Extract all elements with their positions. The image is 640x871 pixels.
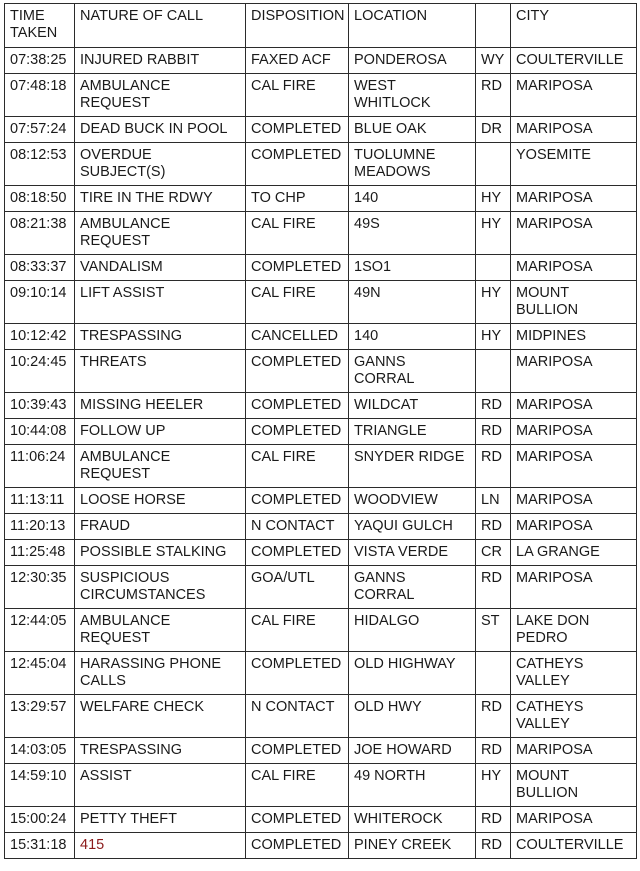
cell-city: MARIPOSA: [511, 255, 637, 281]
cell-location: JOE HOWARD: [349, 738, 476, 764]
cell-suffix: RD: [476, 566, 511, 609]
table-row: [5, 281, 637, 324]
cell-location: 140: [349, 324, 476, 350]
cell-suffix: HY: [476, 212, 511, 255]
cell-nature: POSSIBLE STALKING: [75, 540, 246, 566]
cell-nature: INJURED RABBIT: [75, 48, 246, 74]
cell-time: 15:31:18: [5, 833, 75, 859]
cell-nature: TRESPASSING: [75, 738, 246, 764]
cell-nature: OVERDUE SUBJECT(S): [75, 143, 246, 186]
cell-city: LAKE DON PEDRO: [511, 609, 637, 652]
cell-suffix: HY: [476, 324, 511, 350]
cell-nature: AMBULANCE REQUEST: [75, 609, 246, 652]
cell-location: 49N: [349, 281, 476, 324]
cell-city: MARIPOSA: [511, 445, 637, 488]
cell-disposition: COMPLETED: [246, 833, 349, 859]
cell-location: 49 NORTH: [349, 764, 476, 807]
cell-disposition: CAL FIRE: [246, 445, 349, 488]
cell-suffix: RD: [476, 445, 511, 488]
table-row: [5, 807, 637, 833]
cell-suffix: ST: [476, 609, 511, 652]
cell-time: 07:57:24: [5, 117, 75, 143]
cell-disposition: TO CHP: [246, 186, 349, 212]
cell-time: 07:38:25: [5, 48, 75, 74]
cell-time: 11:13:11: [5, 488, 75, 514]
cell-disposition: COMPLETED: [246, 488, 349, 514]
cell-location: TRIANGLE: [349, 419, 476, 445]
table-row: [5, 74, 637, 117]
cell-time: 12:44:05: [5, 609, 75, 652]
cell-nature: 415: [75, 833, 246, 859]
cell-time: 08:21:38: [5, 212, 75, 255]
cell-nature: VANDALISM: [75, 255, 246, 281]
cell-city: MARIPOSA: [511, 186, 637, 212]
cell-nature: SUSPICIOUS CIRCUMSTANCES: [75, 566, 246, 609]
cell-time: 15:00:24: [5, 807, 75, 833]
cell-disposition: COMPLETED: [246, 255, 349, 281]
cell-suffix: HY: [476, 186, 511, 212]
cell-city: MARIPOSA: [511, 212, 637, 255]
cell-time: 10:44:08: [5, 419, 75, 445]
table-row: [5, 738, 637, 764]
cell-disposition: GOA/UTL: [246, 566, 349, 609]
cell-city: MARIPOSA: [511, 566, 637, 609]
cell-suffix: RD: [476, 393, 511, 419]
table-row: [5, 540, 637, 566]
table-row: [5, 143, 637, 186]
table-row: [5, 514, 637, 540]
cell-city: MOUNT BULLION: [511, 764, 637, 807]
cell-suffix: [476, 350, 511, 393]
cell-disposition: COMPLETED: [246, 350, 349, 393]
cell-time: 11:06:24: [5, 445, 75, 488]
cell-time: 08:33:37: [5, 255, 75, 281]
cell-disposition: CANCELLED: [246, 324, 349, 350]
cell-disposition: COMPLETED: [246, 419, 349, 445]
cell-location: YAQUI GULCH: [349, 514, 476, 540]
cell-city: COULTERVILLE: [511, 48, 637, 74]
cell-city: MIDPINES: [511, 324, 637, 350]
cell-city: MARIPOSA: [511, 514, 637, 540]
cell-disposition: CAL FIRE: [246, 281, 349, 324]
cell-nature: LOOSE HORSE: [75, 488, 246, 514]
table-row: [5, 350, 637, 393]
cell-location: WILDCAT: [349, 393, 476, 419]
table-row: [5, 445, 637, 488]
cell-disposition: N CONTACT: [246, 695, 349, 738]
cell-suffix: RD: [476, 74, 511, 117]
cell-nature: MISSING HEELER: [75, 393, 246, 419]
header-location: LOCATION: [349, 4, 476, 48]
cell-location: PONDEROSA: [349, 48, 476, 74]
cell-disposition: COMPLETED: [246, 807, 349, 833]
cell-nature: TRESPASSING: [75, 324, 246, 350]
cell-location: BLUE OAK: [349, 117, 476, 143]
cell-location: WEST WHITLOCK: [349, 74, 476, 117]
cell-nature: AMBULANCE REQUEST: [75, 212, 246, 255]
cell-city: MARIPOSA: [511, 419, 637, 445]
cell-nature: AMBULANCE REQUEST: [75, 74, 246, 117]
cell-city: MARIPOSA: [511, 393, 637, 419]
cell-nature: FRAUD: [75, 514, 246, 540]
table-row: [5, 186, 637, 212]
cell-nature: DEAD BUCK IN POOL: [75, 117, 246, 143]
cell-location: WOODVIEW: [349, 488, 476, 514]
cell-suffix: [476, 255, 511, 281]
cell-location: PINEY CREEK: [349, 833, 476, 859]
cell-disposition: COMPLETED: [246, 393, 349, 419]
cell-nature: FOLLOW UP: [75, 419, 246, 445]
cell-disposition: COMPLETED: [246, 652, 349, 695]
table-row: [5, 695, 637, 738]
cell-disposition: COMPLETED: [246, 143, 349, 186]
cell-suffix: LN: [476, 488, 511, 514]
cell-disposition: COMPLETED: [246, 738, 349, 764]
cell-nature: LIFT ASSIST: [75, 281, 246, 324]
cell-time: 14:59:10: [5, 764, 75, 807]
header-disposition: DISPOSITION: [246, 4, 349, 48]
cell-time: 10:39:43: [5, 393, 75, 419]
cell-suffix: DR: [476, 117, 511, 143]
cell-city: YOSEMITE: [511, 143, 637, 186]
table-row: [5, 566, 637, 609]
cell-suffix: RD: [476, 807, 511, 833]
cell-location: TUOLUMNE MEADOWS: [349, 143, 476, 186]
cell-suffix: RD: [476, 738, 511, 764]
cell-location: 140: [349, 186, 476, 212]
cell-location: GANNS CORRAL: [349, 350, 476, 393]
cell-disposition: CAL FIRE: [246, 764, 349, 807]
cell-city: COULTERVILLE: [511, 833, 637, 859]
header-city: CITY: [511, 4, 637, 48]
cell-location: HIDALGO: [349, 609, 476, 652]
table-row: [5, 48, 637, 74]
cell-suffix: HY: [476, 764, 511, 807]
cell-time: 14:03:05: [5, 738, 75, 764]
table-row: [5, 212, 637, 255]
cell-city: MOUNT BULLION: [511, 281, 637, 324]
cell-nature: ASSIST: [75, 764, 246, 807]
cell-suffix: RD: [476, 419, 511, 445]
cell-disposition: N CONTACT: [246, 514, 349, 540]
cell-suffix: RD: [476, 833, 511, 859]
cell-location: 1SO1: [349, 255, 476, 281]
cell-location: OLD HIGHWAY: [349, 652, 476, 695]
cell-nature: AMBULANCE REQUEST: [75, 445, 246, 488]
table-row: [5, 324, 637, 350]
cell-suffix: [476, 652, 511, 695]
cell-suffix: RD: [476, 695, 511, 738]
cell-location: SNYDER RIDGE: [349, 445, 476, 488]
cell-disposition: CAL FIRE: [246, 609, 349, 652]
cell-city: MARIPOSA: [511, 738, 637, 764]
cell-location: OLD HWY: [349, 695, 476, 738]
header-time-taken: TIME TAKEN: [5, 4, 75, 48]
table-row: [5, 488, 637, 514]
cell-nature: WELFARE CHECK: [75, 695, 246, 738]
cell-city: CATHEYS VALLEY: [511, 695, 637, 738]
cell-time: 08:12:53: [5, 143, 75, 186]
cell-city: MARIPOSA: [511, 350, 637, 393]
cell-time: 12:30:35: [5, 566, 75, 609]
header-row: [5, 4, 637, 48]
cell-suffix: CR: [476, 540, 511, 566]
cell-suffix: HY: [476, 281, 511, 324]
cell-location: GANNS CORRAL: [349, 566, 476, 609]
table-body: [5, 48, 637, 859]
cell-city: MARIPOSA: [511, 74, 637, 117]
table-row: [5, 833, 637, 859]
cell-time: 09:10:14: [5, 281, 75, 324]
cell-disposition: FAXED ACF: [246, 48, 349, 74]
cell-time: 07:48:18: [5, 74, 75, 117]
cell-city: LA GRANGE: [511, 540, 637, 566]
cell-nature: THREATS: [75, 350, 246, 393]
table-row: [5, 255, 637, 281]
cell-disposition: COMPLETED: [246, 117, 349, 143]
cell-nature: PETTY THEFT: [75, 807, 246, 833]
cell-time: 08:18:50: [5, 186, 75, 212]
cell-city: CATHEYS VALLEY: [511, 652, 637, 695]
cell-time: 12:45:04: [5, 652, 75, 695]
cell-time: 13:29:57: [5, 695, 75, 738]
cell-location: VISTA VERDE: [349, 540, 476, 566]
table-row: [5, 652, 637, 695]
cell-time: 11:25:48: [5, 540, 75, 566]
call-log-table: [4, 3, 637, 859]
cell-suffix: WY: [476, 48, 511, 74]
cell-city: MARIPOSA: [511, 488, 637, 514]
cell-disposition: COMPLETED: [246, 540, 349, 566]
cell-disposition: CAL FIRE: [246, 212, 349, 255]
cell-time: 10:24:45: [5, 350, 75, 393]
cell-location: 49S: [349, 212, 476, 255]
table-row: [5, 117, 637, 143]
cell-city: MARIPOSA: [511, 117, 637, 143]
cell-suffix: [476, 143, 511, 186]
cell-time: 10:12:42: [5, 324, 75, 350]
cell-location: WHITEROCK: [349, 807, 476, 833]
table-row: [5, 393, 637, 419]
cell-suffix: RD: [476, 514, 511, 540]
table-row: [5, 609, 637, 652]
cell-nature: TIRE IN THE RDWY: [75, 186, 246, 212]
cell-city: MARIPOSA: [511, 807, 637, 833]
header-nature-of-call: NATURE OF CALL: [75, 4, 246, 48]
header-suffix: [476, 4, 511, 48]
cell-disposition: CAL FIRE: [246, 74, 349, 117]
cell-time: 11:20:13: [5, 514, 75, 540]
table-row: [5, 419, 637, 445]
table-row: [5, 764, 637, 807]
cell-nature: HARASSING PHONE CALLS: [75, 652, 246, 695]
